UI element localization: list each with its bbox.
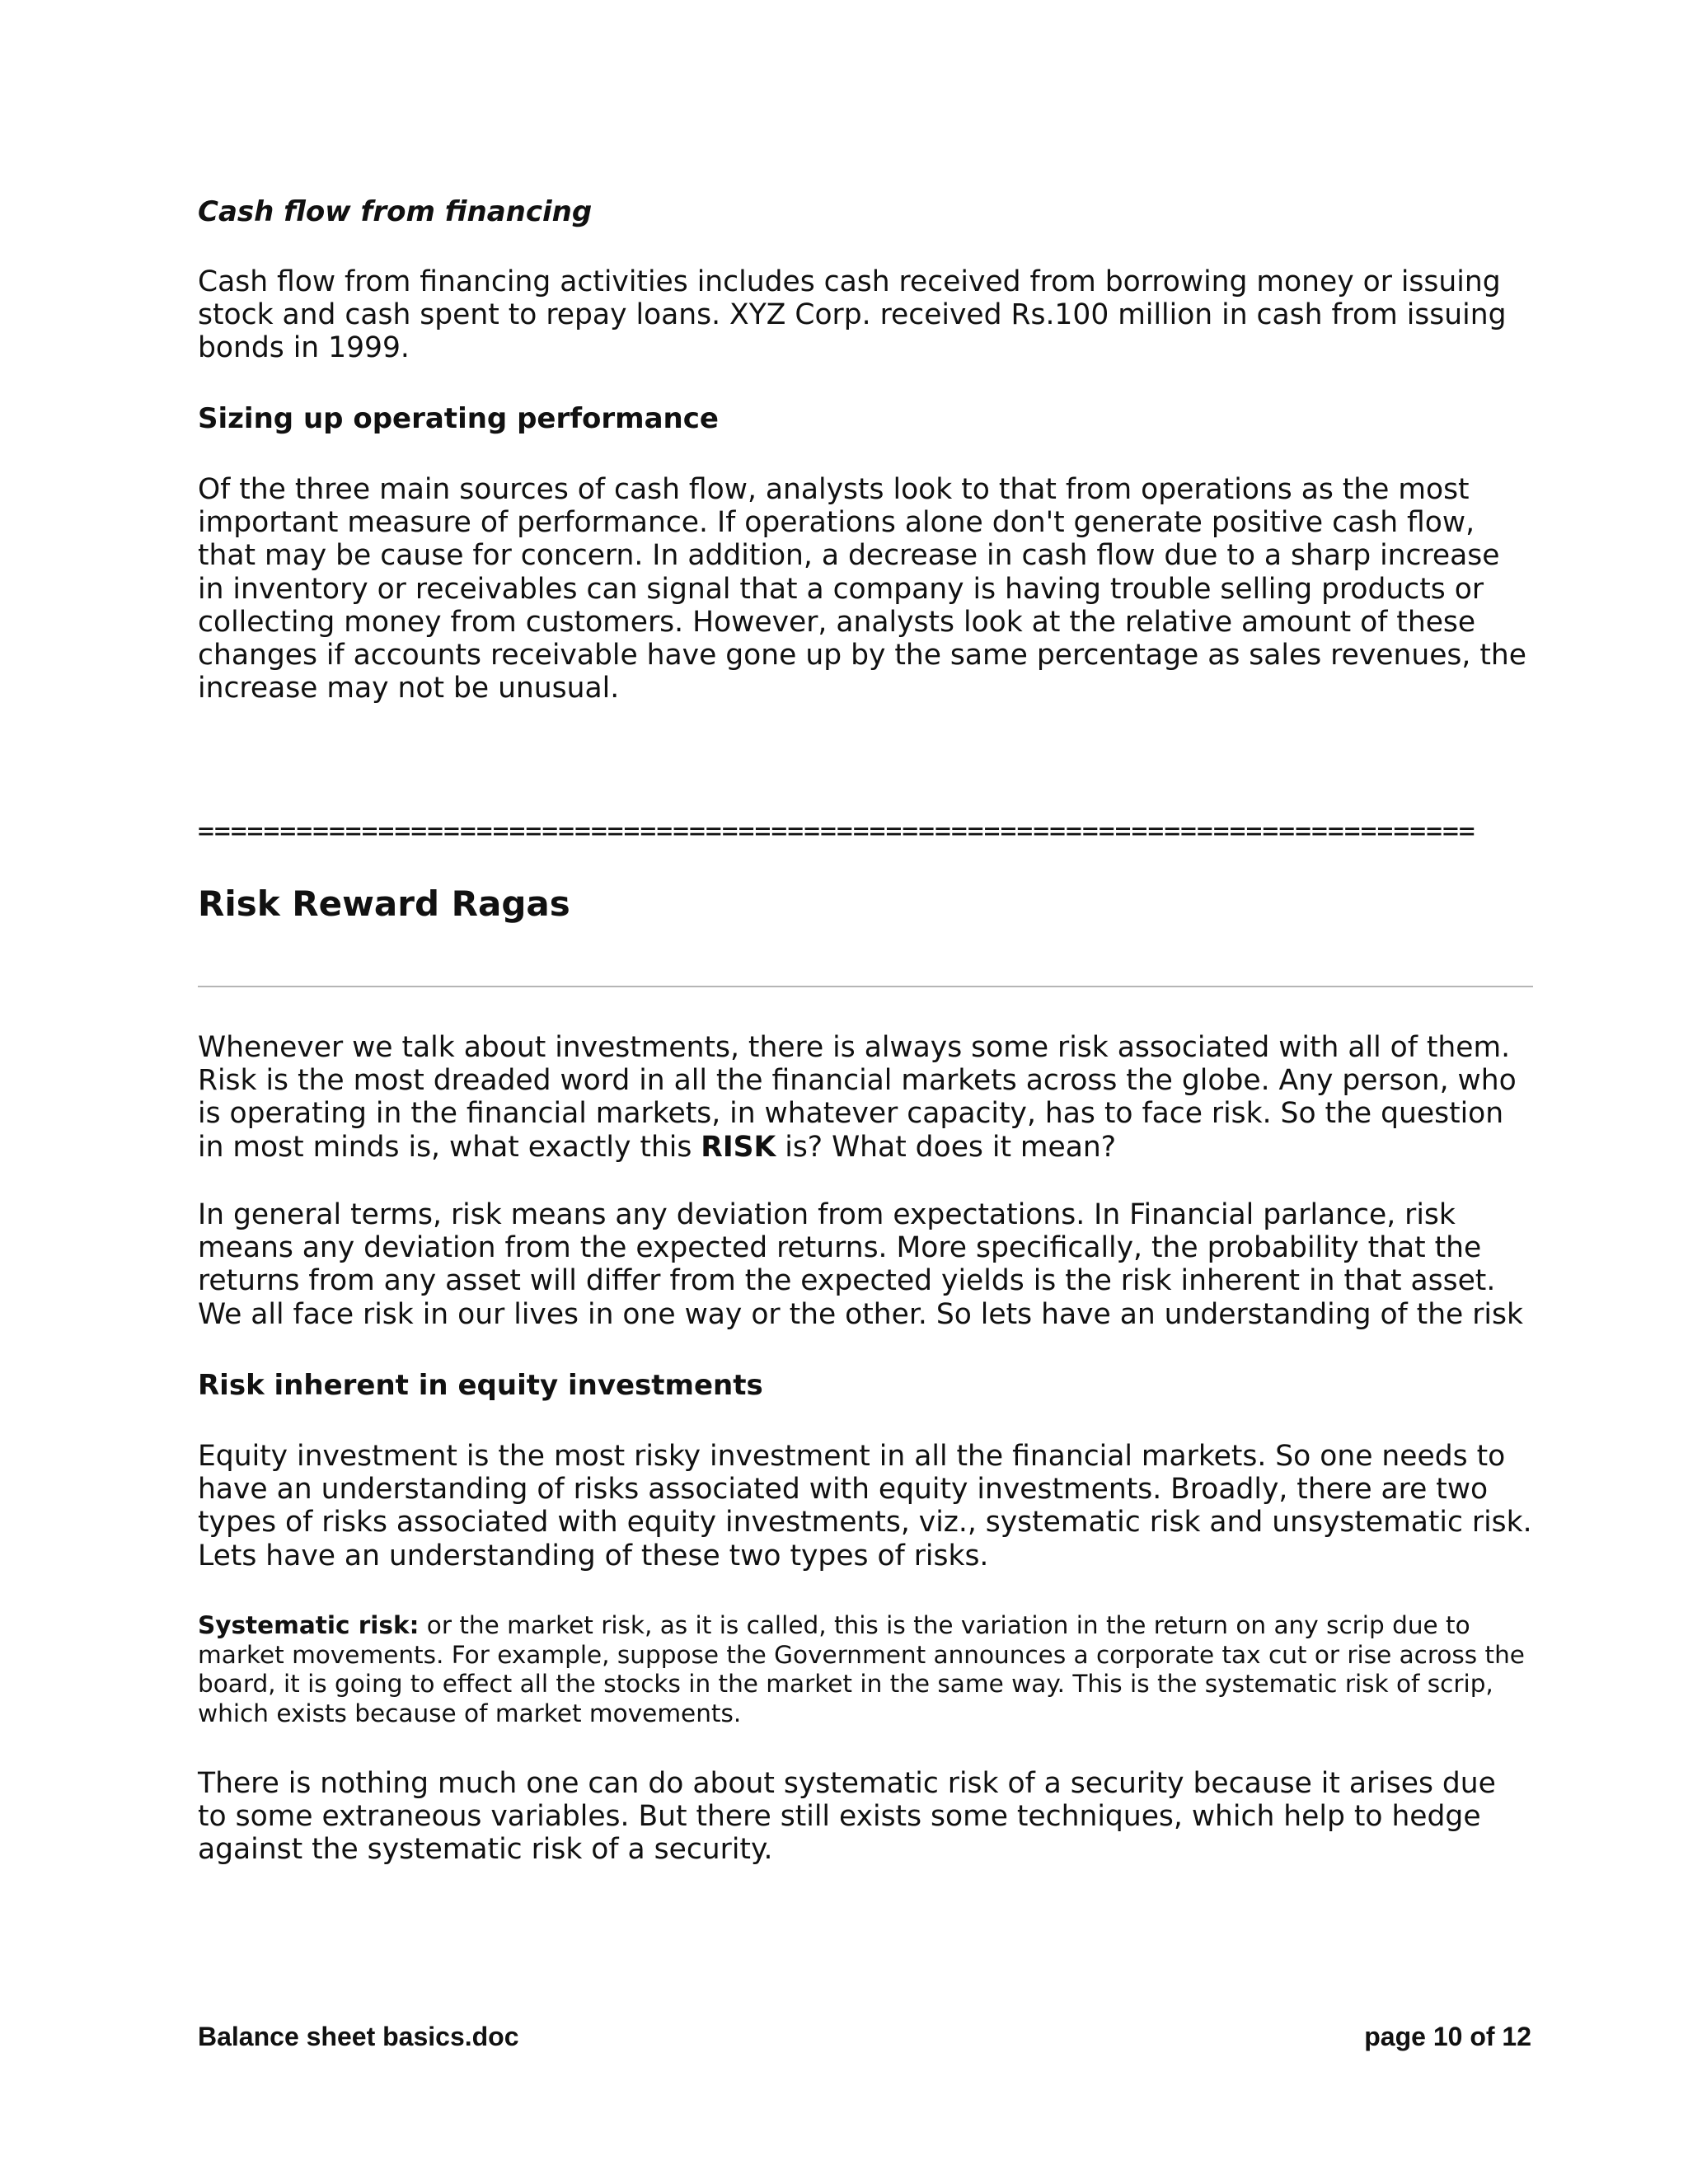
horizontal-rule bbox=[198, 986, 1533, 987]
risk-reward-title: Risk Reward Ragas bbox=[198, 883, 570, 924]
systematic-risk-label: Systematic risk: bbox=[198, 1611, 420, 1639]
hedge-paragraph: There is nothing much one can do about systematic risk of a security because it arises due to some extraneous variables. But there still exists some techniques, which help to hedge against the systematic risk of a security. bbox=[198, 1767, 1496, 1867]
systematic-risk-text: or the market risk, as it is called, this is the variation in the return on any scrip due to market movements. For example, suppose the Government announces a corporate tax cut or rise across the board, it is going to effect all the stocks in the market in the same way. This is the systematic risk of scrip, which exists because of market movements. bbox=[198, 1611, 1525, 1727]
cash-flow-financing-paragraph: Cash flow from financing activities includes cash received from borrowing money or issuing stock and cash spent to repay loans. XYZ Corp. received Rs.100 million in cash from issuing bonds in 1999. bbox=[198, 265, 1507, 365]
footer-filename: Balance sheet basics.doc bbox=[198, 2022, 519, 2051]
risk-emphasis: RISK bbox=[701, 1130, 776, 1164]
risk-intro-paragraph bbox=[198, 1031, 1533, 1164]
cash-flow-financing-heading: Cash flow from financing bbox=[198, 195, 593, 228]
separator-line: ============================================================================== bbox=[198, 814, 1475, 846]
operating-performance-heading: Sizing up operating performance bbox=[198, 402, 719, 435]
equity-risk-heading: Risk inherent in equity investments bbox=[198, 1369, 763, 1402]
footer-page-number: page 10 of 12 bbox=[1364, 2022, 1531, 2051]
systematic-risk-paragraph bbox=[198, 1611, 1533, 1728]
equity-risk-paragraph: Equity investment is the most risky investment in all the financial markets. So one needs to have an understanding of risks associated with equity investments. Broadly, there are two types of risks associated with equity investments, viz., systematic risk and unsystematic risk. Lets have an understanding of these two types of risks. bbox=[198, 1440, 1532, 1572]
operating-performance-paragraph: Of the three main sources of cash flow, analysts look to that from operations as the most important measure of performance. If operations alone don't generate positive cash flow, that may be cause for concern. In addition, a decrease in cash flow due to a sharp increase in inventory or receivables can signal that a company is having trouble selling products or collecting money from customers. However, analysts look at the relative amount of these changes if accounts receivable have gone up by the same percentage as sales revenues, the increase may not be unusual. bbox=[198, 473, 1526, 705]
risk-intro-text-start: Whenever we talk about investments, there is always some risk associated with all of them. Risk is the most dreaded word in all the financial markets across the globe. Any person, who is operating in the financial markets, in whatever capacity, has to face risk. So the question in most minds is, what exactly this bbox=[198, 1031, 1517, 1164]
risk-definition-paragraph: In general terms, risk means any deviation from expectations. In Financial parlance, risk means any deviation from the expected returns. More specifically, the probability that the returns from any asset will differ from the expected yields is the risk inherent in that asset. We all face risk in our lives in one way or the other. So lets have an understanding of the risk bbox=[198, 1198, 1523, 1331]
risk-intro-text-end: is? What does it mean? bbox=[776, 1130, 1117, 1164]
